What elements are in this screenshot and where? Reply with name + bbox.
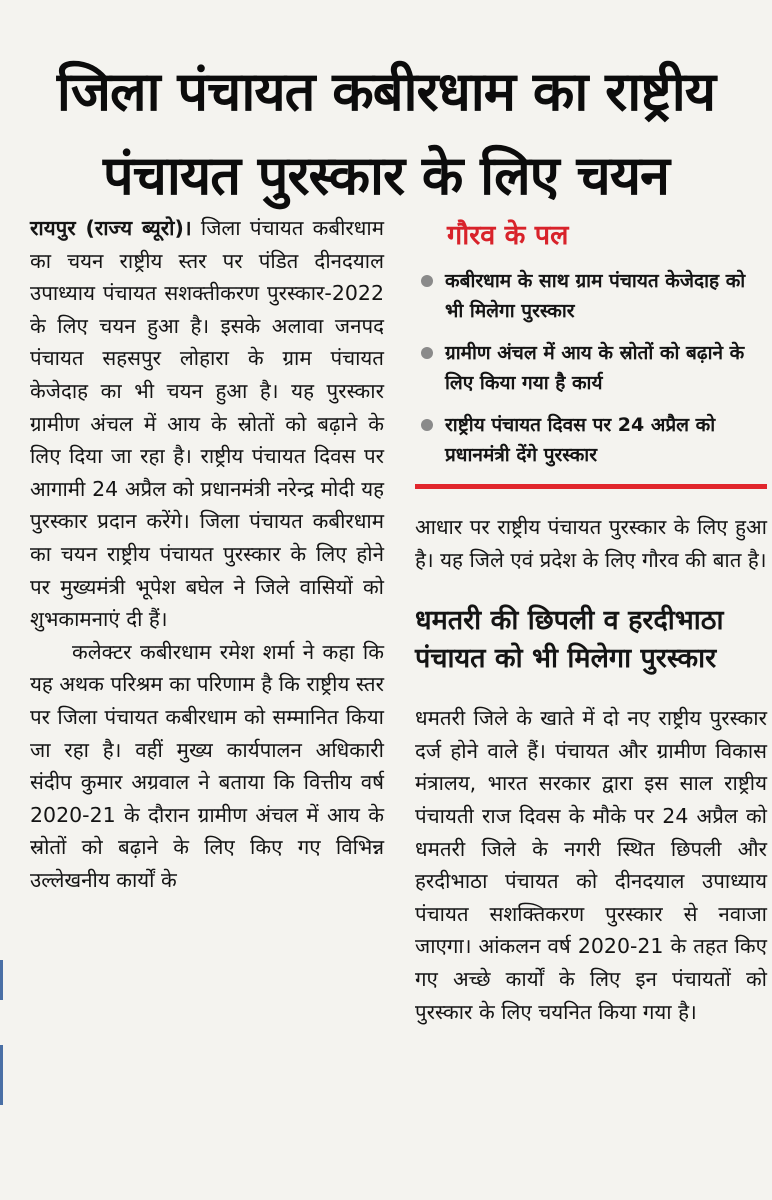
article-paragraph: धमतरी जिले के खाते में दो नए राष्ट्रीय पुरस्कार दर्ज होने वाले हैं। पंचायत और ग्रामीण विकास मंत्रालय, भारत सरकार द्वारा इस साल राष्ट्रीय पंचायती राज दिवस के मौके पर 24 अप्रैल को धमतरी जिले के नगरी स्थित छिपली और हरदीभाठा पंचायत को दीनदयाल उपाध्याय पंचायत सशक्तिकरण पुरस्कार से नवाजा जाएगा। आंकलन वर्ष 2020-21 के तहत किए गए अच्छे कार्यों के लिए इन पंचायतों को पुरस्कार के लिए चयनित किया गया है। xyxy=(415,706,767,1024)
bullet-icon xyxy=(421,419,433,431)
highlight-text: कबीरधाम के साथ ग्राम पंचायत केजेदाह को भी मिलेगा पुरस्कार xyxy=(445,270,746,322)
article-text: जिला पंचायत कबीरधाम का चयन राष्ट्रीय स्तर पर पंडित दीनदयाल उपाध्याय पंचायत सशक्तीकरण पुरस्कार-2022 के लिए चयन हुआ है। इसके अलावा जनपद पंचायत सहसपुर लोहारा के ग्राम पंचायत केजेदाह का भी चयन हुआ है। यह पुरस्कार ग्रामीण अंचल में आय के स्रोतों को बढ़ाने के लिए दिया जा रहा है। राष्ट्रीय पंचायत दिवस पर आगामी 24 अप्रैल को प्रधानमंत्री नरेन्द्र मोदी यह पुरस्कार प्रदान करेंगे। जिला पंचायत कबीरधाम का चयन राष्ट्रीय पंचायत पुरस्कार के लिए होने पर मुख्यमंत्री भूपेश बघेल ने जिले वासियों को शुभकामनाएं दी हैं। xyxy=(30,216,384,632)
right-column xyxy=(415,212,767,1028)
highlight-text: राष्ट्रीय पंचायत दिवस पर 24 अप्रैल को प्रधानमंत्री देंगे पुरस्कार xyxy=(445,414,716,466)
page-edge-mark xyxy=(0,1045,3,1105)
bullet-icon xyxy=(421,275,433,287)
red-divider xyxy=(415,484,767,489)
page-edge-mark xyxy=(0,960,3,1000)
bullet-icon xyxy=(421,347,433,359)
left-column xyxy=(30,212,384,896)
highlight-box-title: गौरव के पल xyxy=(447,220,569,251)
highlight-item xyxy=(415,266,767,326)
article-paragraph xyxy=(30,212,384,636)
highlight-item xyxy=(415,410,767,470)
dateline: रायपुर (राज्य ब्यूरो)। xyxy=(30,216,192,240)
highlight-text: ग्रामीण अंचल में आय के स्रोतों को बढ़ाने के लिए किया गया है कार्य xyxy=(445,342,745,394)
highlight-list xyxy=(415,266,767,470)
headline: जिला पंचायत कबीरधाम का राष्ट्रीय पंचायत पुरस्कार के लिए चयन xyxy=(56,60,716,208)
continuation-paragraph: आधार पर राष्ट्रीय पंचायत पुरस्कार के लिए हुआ है। यह जिले एवं प्रदेश के लिए गौरव की बात है। xyxy=(415,515,767,572)
highlight-item xyxy=(415,338,767,398)
subheadline: धमतरी की छिपली व हरदीभाठा पंचायत को भी मिलेगा पुरस्कार xyxy=(415,605,724,675)
article-paragraph: कलेक्टर कबीरधाम रमेश शर्मा ने कहा कि यह अथक परिश्रम का परिणाम है कि राष्ट्रीय स्तर पर जिला पंचायत कबीरधाम को सम्मानित किया जा रहा है। वहीं मुख्य कार्यपालन अधिकारी संदीप कुमार अग्रवाल ने बताया कि वित्तीय वर्ष 2020-21 के दौरान ग्रामीण अंचल में आय के स्रोतों को बढ़ाने के लिए किए गए विभिन्न उल्लेखनीय कार्यों के xyxy=(30,639,384,892)
